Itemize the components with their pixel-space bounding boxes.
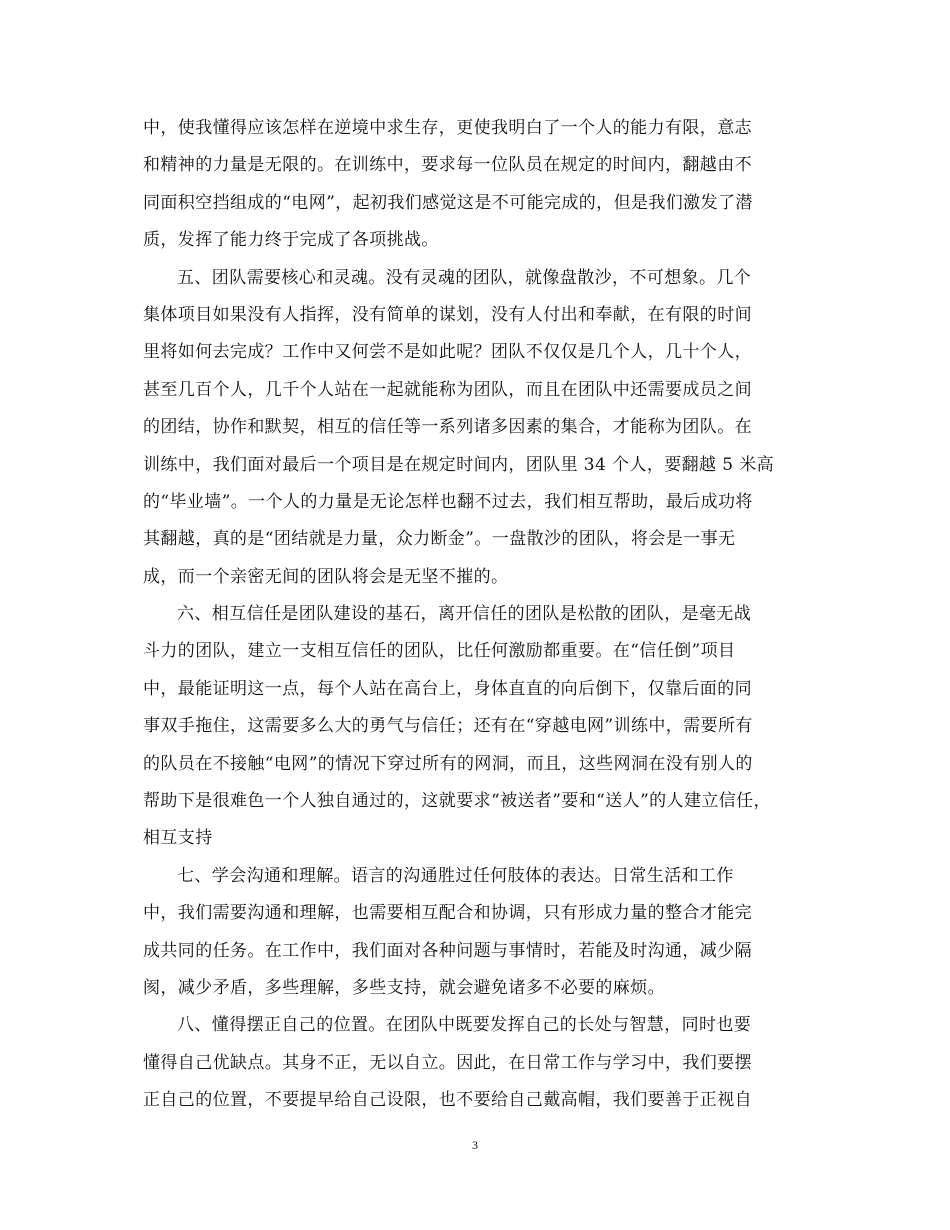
page-number: 3	[472, 1138, 478, 1152]
text-line: 同面积空挡组成的“电网”，起初我们感觉这是不可能完成的，但是我们激发了潜	[143, 192, 753, 213]
paragraph-continuation	[143, 110, 813, 260]
text-line: 五、团队需要核心和灵魂。没有灵魂的团队，就像盘散沙，不可想象。几个	[177, 267, 752, 288]
text-line: 帮助下是很难色一个人独自通过的，这就要求“被送者”要和“送人”的人建立信任，	[143, 791, 771, 812]
paragraph-point-6	[143, 596, 813, 858]
text-line: 阂，减少矛盾，多些理解，多些支持，就会避免诸多不必要的麻烦。	[143, 977, 665, 998]
text-line: 中，最能证明这一点，每个人站在高台上，身体直直的向后倒下，仅靠后面的同	[143, 678, 752, 699]
paragraph-point-5	[143, 260, 813, 597]
text-line: 和精神的力量是无限的。在训练中，要求每一位队员在规定的时间内，翻越由不	[143, 155, 752, 176]
text-line: 六、相互信任是团队建设的基石，离开信任的团队是松散的团队，是毫无战	[177, 604, 752, 625]
text-line: 里将如何去完成？工作中又何尝不是如此呢？团队不仅仅是几个人，几十个人，	[143, 342, 752, 363]
text-line: 斗力的团队，建立一支相互信任的团队，比任何激励都重要。在“信任倒”项目	[143, 641, 736, 662]
document-body	[143, 110, 813, 1120]
text-line: 懂得自己优缺点。其身不正，无以自立。因此，在日常工作与学习中，我们要摆	[143, 1052, 752, 1073]
text-line: 的队员在不接触“电网”的情况下穿过所有的网洞，而且，这些网洞在没有别人的	[143, 753, 753, 774]
text-line: 训练中，我们面对最后一个项目是在规定时间内，团队里 34 个人，要翻越 5 米高	[143, 454, 775, 475]
text-line: 集体项目如果没有人指挥，没有简单的谋划，没有人付出和奉献，在有限的时间	[143, 304, 752, 325]
paragraph-point-8	[143, 1007, 813, 1119]
text-line: 的“毕业墙”。一个人的力量是无论怎样也翻不过去，我们相互帮助，最后成功将	[143, 491, 753, 512]
text-line: 事双手拖住，这需要多么大的勇气与信任；还有在“穿越电网”训练中，需要所有	[143, 716, 753, 737]
text-line: 其翻越，真的是“团结就是力量，众力断金”。一盘散沙的团队，将会是一事无	[143, 529, 736, 550]
text-line: 质，发挥了能力终于完成了各项挑战。	[143, 230, 439, 251]
text-line: 成共同的任务。在工作中，我们面对各种问题与事情时，若能及时沟通，减少隔	[143, 940, 752, 961]
text-line: 七、学会沟通和理解。语言的沟通胜过任何肢体的表达。日常生活和工作	[177, 865, 734, 886]
text-line: 的团结，协作和默契，相互的信任等一系列诸多因素的集合，才能称为团队。在	[143, 417, 752, 438]
text-line: 中，使我懂得应该怎样在逆境中求生存，更使我明白了一个人的能力有限，意志	[143, 118, 752, 138]
text-line: 成，而一个亲密无间的团队将会是无坚不摧的。	[143, 566, 509, 587]
text-line: 相互支持	[143, 828, 213, 849]
text-line: 八、懂得摆正自己的位置。在团队中既要发挥自己的长处与智慧，同时也要	[177, 1015, 752, 1036]
text-line: 中，我们需要沟通和理解，也需要相互配合和协调，只有形成力量的整合才能完	[143, 903, 752, 924]
paragraph-point-7	[143, 858, 813, 1008]
text-line: 正自己的位置，不要提早给自己设限，也不要给自己戴高帽，我们要善于正视自	[143, 1090, 752, 1111]
text-line: 甚至几百个人，几千个人站在一起就能称为团队，而且在团队中还需要成员之间	[143, 379, 752, 400]
